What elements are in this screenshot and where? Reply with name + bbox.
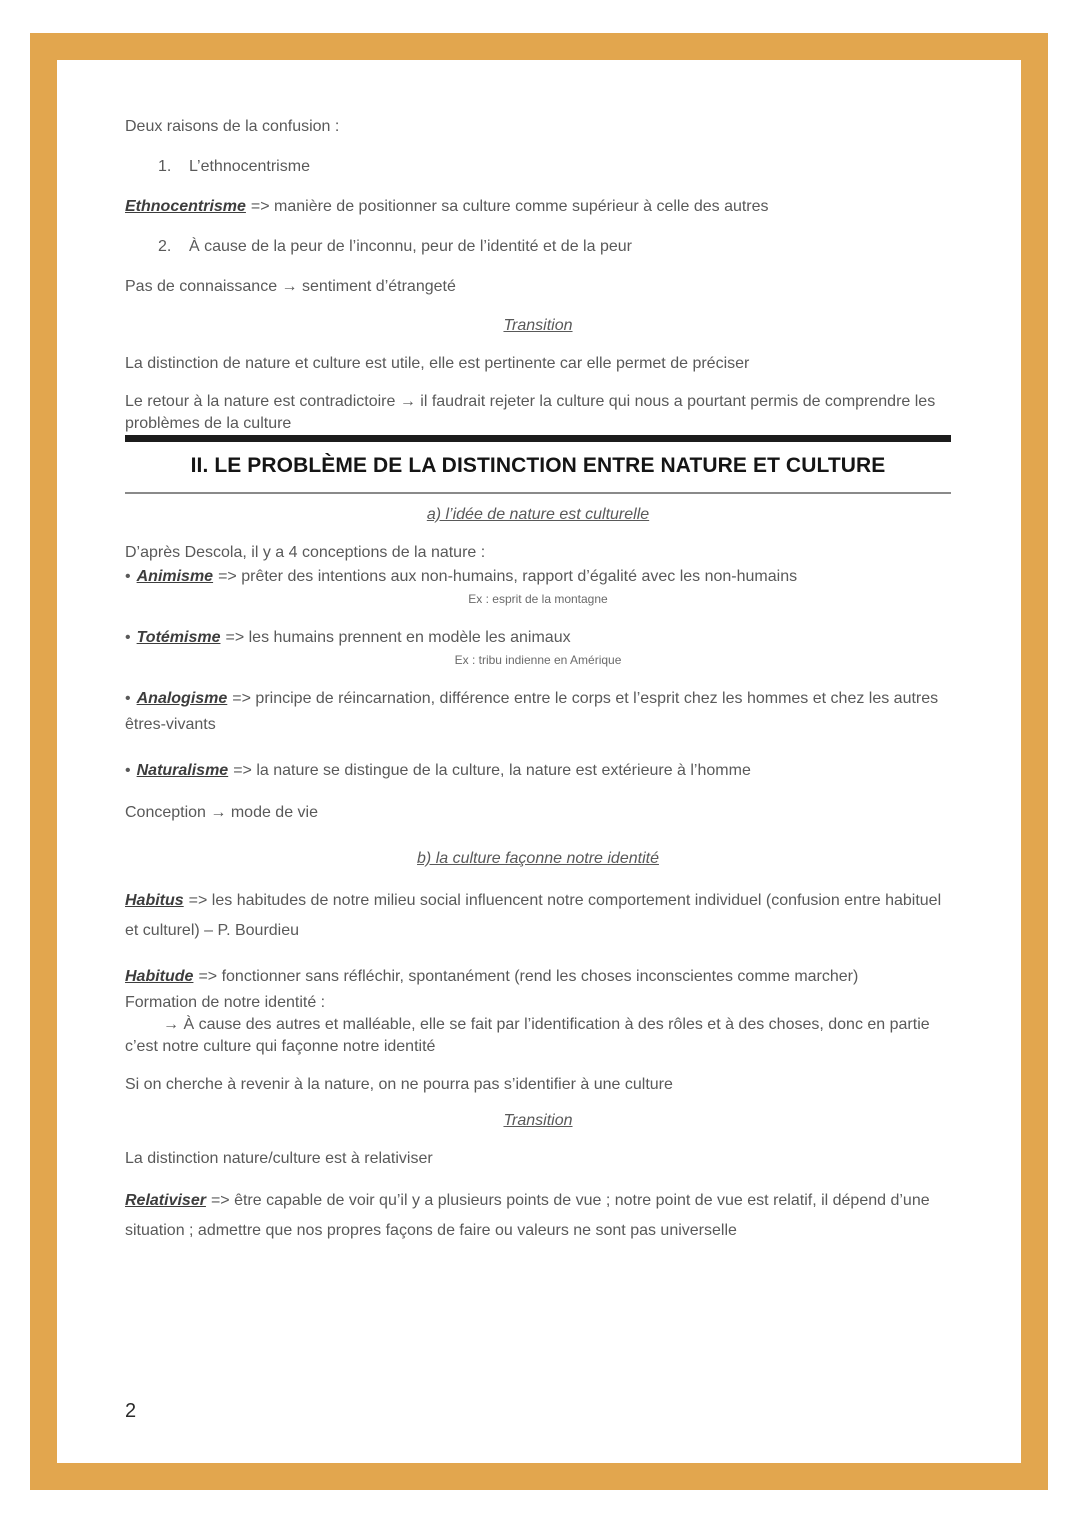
list-text: À cause de la peur de l’inconnu, peur de l’identité et de la peur <box>189 238 632 255</box>
definition-text: => principe de réincarnation, différence entre le corps et l’esprit chez les hommes et chez les autres êtres-vivants <box>125 690 939 733</box>
term-habitude: Habitude <box>125 968 194 985</box>
definition-habitude <box>125 962 885 992</box>
intro-paragraph: Deux raisons de la confusion : <box>125 118 340 135</box>
term-relativiser: Relativiser <box>125 1192 206 1209</box>
formation-detail: → À cause des autres et malléable, elle se fait par l’identification à des rôles et à des choses, donc en partie c’est notre culture qui façonne notre identité <box>125 1016 930 1055</box>
definition-text: => manière de positionner sa culture comme supérieur à celle des autres <box>250 198 769 215</box>
note-paragraph: Pas de connaissance → sentiment d’étrangeté <box>125 278 456 295</box>
paragraph: D’après Descola, il y a 4 conceptions de la nature : <box>125 544 486 561</box>
page-border-frame <box>30 33 1048 1490</box>
formation-intro: Formation de notre identité : <box>125 994 326 1011</box>
bullet-icon: • <box>125 629 131 646</box>
definition-text: => être capable de voir qu’il y a plusieurs points de vue ; notre point de vue est relatif, il dépend d’une situation ; admettre que nos propres façons de faire ou valeurs ne sont pas universelle <box>125 1192 930 1239</box>
term-animisme: Animisme <box>136 568 214 585</box>
definition-ethnocentrisme <box>125 196 951 218</box>
list-number: 2. <box>158 238 172 255</box>
numbered-item-1 <box>125 156 951 178</box>
bullet-icon: • <box>125 690 131 707</box>
section-title: II. LE PROBLÈME DE LA DISTINCTION ENTRE NATURE ET CULTURE <box>190 454 886 477</box>
subsection-b-title: b) la culture façonne notre identité <box>417 850 659 867</box>
term-habitus: Habitus <box>125 892 184 909</box>
definition-text: => prêter des intentions aux non-humains, rapport d’égalité avec les non-humains <box>218 568 798 585</box>
bullet-totemisme <box>125 625 951 651</box>
section-heading-rule <box>125 435 951 494</box>
paragraph: Si on cherche à revenir à la nature, on ne pourra pas s’identifier à une culture <box>125 1076 673 1093</box>
definition-text: => les habitudes de notre milieu social influencent notre comportement individuel (confusion entre habituel et culturel) – P. Bourdieu <box>125 892 942 939</box>
paragraph: Le retour à la nature est contradictoire → il faudrait rejeter la culture qui nous a pourtant permis de comprendre les problèmes de la culture <box>125 393 936 432</box>
term-totemisme: Totémisme <box>136 629 221 646</box>
definition-relativiser <box>125 1186 950 1246</box>
bullet-analogisme <box>125 686 951 738</box>
page-number: 2 <box>125 1400 137 1422</box>
formation-identite-block <box>125 992 951 1058</box>
conclusion-paragraph: Conception → mode de vie <box>125 804 318 821</box>
definition-text: => fonctionner sans réfléchir, spontanément (rend les choses inconscientes comme marcher) <box>198 968 859 985</box>
example-text: Ex : esprit de la montagne <box>468 592 608 606</box>
page-content <box>57 60 1021 1463</box>
definition-habitus <box>125 886 951 946</box>
bullet-naturalisme <box>125 758 951 784</box>
term-naturalisme: Naturalisme <box>136 762 229 779</box>
definition-text: => la nature se distingue de la culture, la nature est extérieure à l’homme <box>233 762 751 779</box>
bullet-icon: • <box>125 568 131 585</box>
bullet-icon: • <box>125 762 131 779</box>
term-analogisme: Analogisme <box>136 690 228 707</box>
transition-label-2: Transition <box>503 1112 573 1129</box>
subsection-a-title: a) l’idée de nature est culturelle <box>426 506 650 523</box>
bullet-animisme <box>125 564 951 590</box>
term-ethnocentrisme: Ethnocentrisme <box>125 198 246 215</box>
example-text: Ex : tribu indienne en Amérique <box>454 653 622 667</box>
list-number: 1. <box>158 158 172 175</box>
transition-label-1: Transition <box>503 317 573 334</box>
paragraph: La distinction nature/culture est à relativiser <box>125 1150 433 1167</box>
list-text: L’ethnocentrisme <box>189 158 310 175</box>
numbered-item-2 <box>125 236 951 258</box>
definition-text: => les humains prennent en modèle les animaux <box>225 629 571 646</box>
paragraph: La distinction de nature et culture est utile, elle est pertinente car elle permet de préciser <box>125 355 750 372</box>
